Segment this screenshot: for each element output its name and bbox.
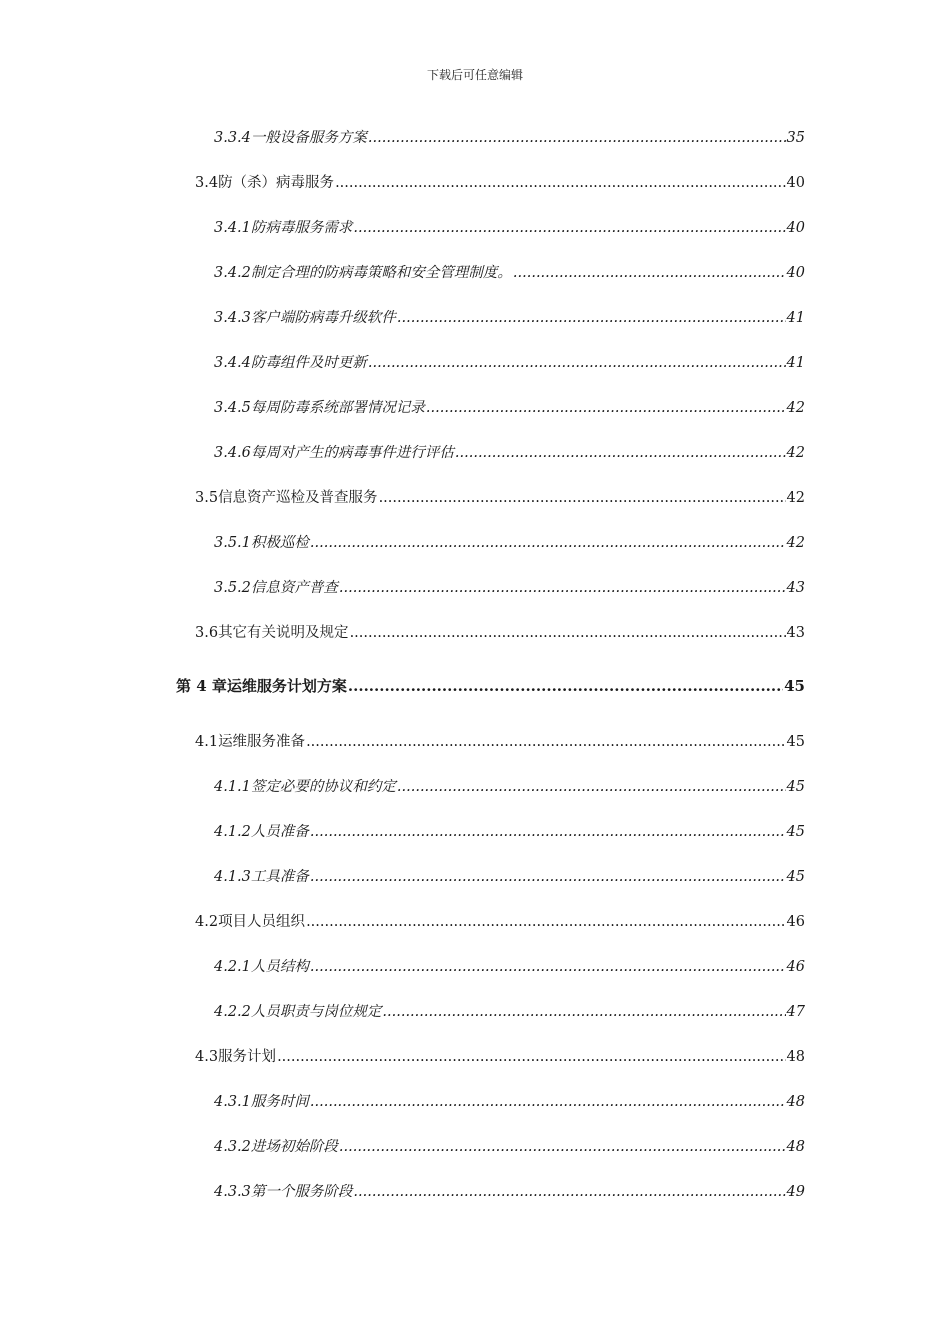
toc-entry-page: 43 bbox=[786, 625, 805, 641]
toc-entry-number: 4.2.2 bbox=[214, 1004, 251, 1020]
toc-entry-number: 第 4 章 bbox=[176, 677, 227, 695]
toc-entry-page: 48 bbox=[786, 1094, 805, 1110]
toc-entry-title: 进场初始阶段 bbox=[250, 1139, 338, 1155]
toc-entry[interactable] bbox=[214, 441, 805, 463]
toc-entry-number: 4.3 bbox=[195, 1049, 219, 1065]
toc-entry-number: 3.4.1 bbox=[214, 220, 251, 236]
toc-leader-dots bbox=[348, 677, 783, 695]
toc-entry-page: 40 bbox=[786, 265, 805, 281]
toc-entry-number: 4.2 bbox=[195, 914, 219, 930]
toc-entry[interactable] bbox=[214, 1000, 805, 1022]
toc-entry-page: 45 bbox=[786, 734, 805, 750]
toc-entry-title: 服务时间 bbox=[250, 1094, 309, 1110]
toc-entry-number: 4.2.1 bbox=[214, 959, 251, 975]
page-header: 下载后可任意编辑 bbox=[426, 68, 523, 82]
toc-entry-number: 3.6 bbox=[195, 625, 219, 641]
toc-entry-page: 41 bbox=[786, 355, 805, 371]
toc-entry-number: 4.1.1 bbox=[214, 779, 251, 795]
toc-entry[interactable] bbox=[195, 1045, 805, 1067]
toc-entry[interactable] bbox=[214, 820, 805, 842]
toc-entry-title: 服务计划 bbox=[218, 1049, 277, 1065]
toc-leader-dots bbox=[306, 914, 785, 930]
toc-leader-dots bbox=[397, 779, 786, 795]
toc-entry-number: 3.3.4 bbox=[214, 130, 251, 146]
toc-entry-page: 46 bbox=[786, 914, 805, 930]
toc-entry[interactable] bbox=[195, 730, 805, 752]
toc-entry-number: 3.4.3 bbox=[214, 310, 251, 326]
toc-entry[interactable] bbox=[195, 486, 805, 508]
toc-entry-page: 46 bbox=[786, 959, 805, 975]
toc-leader-dots bbox=[382, 1004, 785, 1020]
toc-entry-page: 42 bbox=[786, 535, 805, 551]
toc-entry[interactable] bbox=[214, 396, 805, 418]
toc-entry-page: 48 bbox=[786, 1049, 805, 1065]
toc-entry-title: 运维服务计划方案 bbox=[226, 677, 347, 695]
toc-leader-dots bbox=[350, 625, 786, 641]
toc-entry-number: 3.4.2 bbox=[214, 265, 251, 281]
toc-entry-title: 项目人员组织 bbox=[218, 914, 306, 930]
toc-entry-title: 信息资产普查 bbox=[250, 580, 338, 596]
toc-leader-dots bbox=[310, 1094, 786, 1110]
toc-entry-page: 35 bbox=[786, 130, 805, 146]
toc-leader-dots bbox=[368, 355, 786, 371]
toc-leader-dots bbox=[310, 824, 786, 840]
toc-entry-title: 防（杀）病毒服务 bbox=[218, 175, 335, 191]
toc-entry-title: 信息资产巡检及普查服务 bbox=[218, 490, 378, 506]
toc-leader-dots bbox=[339, 1139, 786, 1155]
toc-leader-dots bbox=[426, 400, 786, 416]
toc-entry-number: 3.5.2 bbox=[214, 580, 251, 596]
toc-leader-dots bbox=[339, 580, 786, 596]
toc-entry[interactable] bbox=[195, 910, 805, 932]
toc-entry-number: 4.1.3 bbox=[214, 869, 251, 885]
toc-entry-page: 45 bbox=[784, 677, 805, 695]
toc-entry[interactable] bbox=[214, 576, 805, 598]
toc-entry-number: 3.5 bbox=[195, 490, 219, 506]
toc-entry[interactable] bbox=[214, 1090, 805, 1112]
toc-leader-dots bbox=[455, 445, 786, 461]
toc-entry-number: 3.4 bbox=[195, 175, 219, 191]
toc-entry[interactable] bbox=[214, 955, 805, 977]
toc-leader-dots bbox=[368, 130, 786, 146]
toc-entry-number: 4.3.1 bbox=[214, 1094, 251, 1110]
toc-entry[interactable] bbox=[214, 1180, 805, 1202]
toc-entry[interactable] bbox=[195, 171, 805, 193]
toc-entry-page: 49 bbox=[786, 1184, 805, 1200]
toc-entry-title: 积极巡检 bbox=[250, 535, 309, 551]
toc-leader-dots bbox=[335, 175, 785, 191]
toc-entry-title: 客户端防病毒升级软件 bbox=[250, 310, 396, 326]
toc-leader-dots bbox=[353, 220, 785, 236]
toc-leader-dots bbox=[310, 869, 786, 885]
toc-entry[interactable] bbox=[214, 531, 805, 553]
toc-leader-dots bbox=[353, 1184, 785, 1200]
toc-entry-title: 制定合理的防病毒策略和安全管理制度。 bbox=[250, 265, 512, 281]
toc-leader-dots bbox=[397, 310, 786, 326]
toc-entry-title: 每周对产生的病毒事件进行评估 bbox=[250, 445, 454, 461]
toc-entry-page: 48 bbox=[786, 1139, 805, 1155]
toc-entry[interactable] bbox=[214, 1135, 805, 1157]
toc-chapter-entry[interactable] bbox=[176, 675, 805, 697]
toc-entry-title: 一般设备服务方案 bbox=[250, 130, 367, 146]
toc-entry-title: 防病毒服务需求 bbox=[250, 220, 353, 236]
toc-entry-page: 42 bbox=[786, 490, 805, 506]
toc-entry-number: 3.5.1 bbox=[214, 535, 251, 551]
toc-entry-page: 45 bbox=[786, 824, 805, 840]
toc-leader-dots bbox=[513, 265, 786, 281]
toc-entry-number: 3.4.5 bbox=[214, 400, 251, 416]
toc-entry-number: 4.3.2 bbox=[214, 1139, 251, 1155]
toc-entry-page: 41 bbox=[786, 310, 805, 326]
toc-entry[interactable] bbox=[214, 126, 805, 148]
toc-entry[interactable] bbox=[214, 351, 805, 373]
toc-entry-title: 人员职责与岗位规定 bbox=[250, 1004, 382, 1020]
toc-entry-number: 4.1.2 bbox=[214, 824, 251, 840]
toc-entry-title: 签定必要的协议和约定 bbox=[250, 779, 396, 795]
toc-entry-page: 42 bbox=[786, 400, 805, 416]
toc-leader-dots bbox=[379, 490, 786, 506]
toc-entry-title: 人员结构 bbox=[250, 959, 309, 975]
toc-entry-title: 运维服务准备 bbox=[218, 734, 306, 750]
toc-entry-page: 45 bbox=[786, 779, 805, 795]
toc-entry-number: 4.1 bbox=[195, 734, 219, 750]
toc-entry-page: 40 bbox=[786, 175, 805, 191]
toc-entry-title: 第一个服务阶段 bbox=[250, 1184, 353, 1200]
toc-leader-dots bbox=[277, 1049, 785, 1065]
toc-entry-page: 47 bbox=[786, 1004, 805, 1020]
toc-leader-dots bbox=[306, 734, 785, 750]
toc-entry-page: 45 bbox=[786, 869, 805, 885]
toc-entry-title: 工具准备 bbox=[250, 869, 309, 885]
toc-entry-title: 其它有关说明及规定 bbox=[218, 625, 349, 641]
toc-entry-number: 3.4.4 bbox=[214, 355, 251, 371]
toc-leader-dots bbox=[310, 959, 786, 975]
toc-entry-title: 每周防毒系统部署情况记录 bbox=[250, 400, 425, 416]
toc-entry-page: 42 bbox=[786, 445, 805, 461]
toc-entry[interactable] bbox=[195, 621, 805, 643]
toc-entry[interactable] bbox=[214, 261, 805, 283]
toc-entry-number: 4.3.3 bbox=[214, 1184, 251, 1200]
toc-entry[interactable] bbox=[214, 775, 805, 797]
toc-entry[interactable] bbox=[214, 306, 805, 328]
toc-entry[interactable] bbox=[214, 865, 805, 887]
toc-entry[interactable] bbox=[214, 216, 805, 238]
toc-entry-page: 40 bbox=[786, 220, 805, 236]
toc-entry-title: 防毒组件及时更新 bbox=[250, 355, 367, 371]
toc-entry-number: 3.4.6 bbox=[214, 445, 251, 461]
toc-entry-title: 人员准备 bbox=[250, 824, 309, 840]
toc-entry-page: 43 bbox=[786, 580, 805, 596]
toc-leader-dots bbox=[310, 535, 786, 551]
